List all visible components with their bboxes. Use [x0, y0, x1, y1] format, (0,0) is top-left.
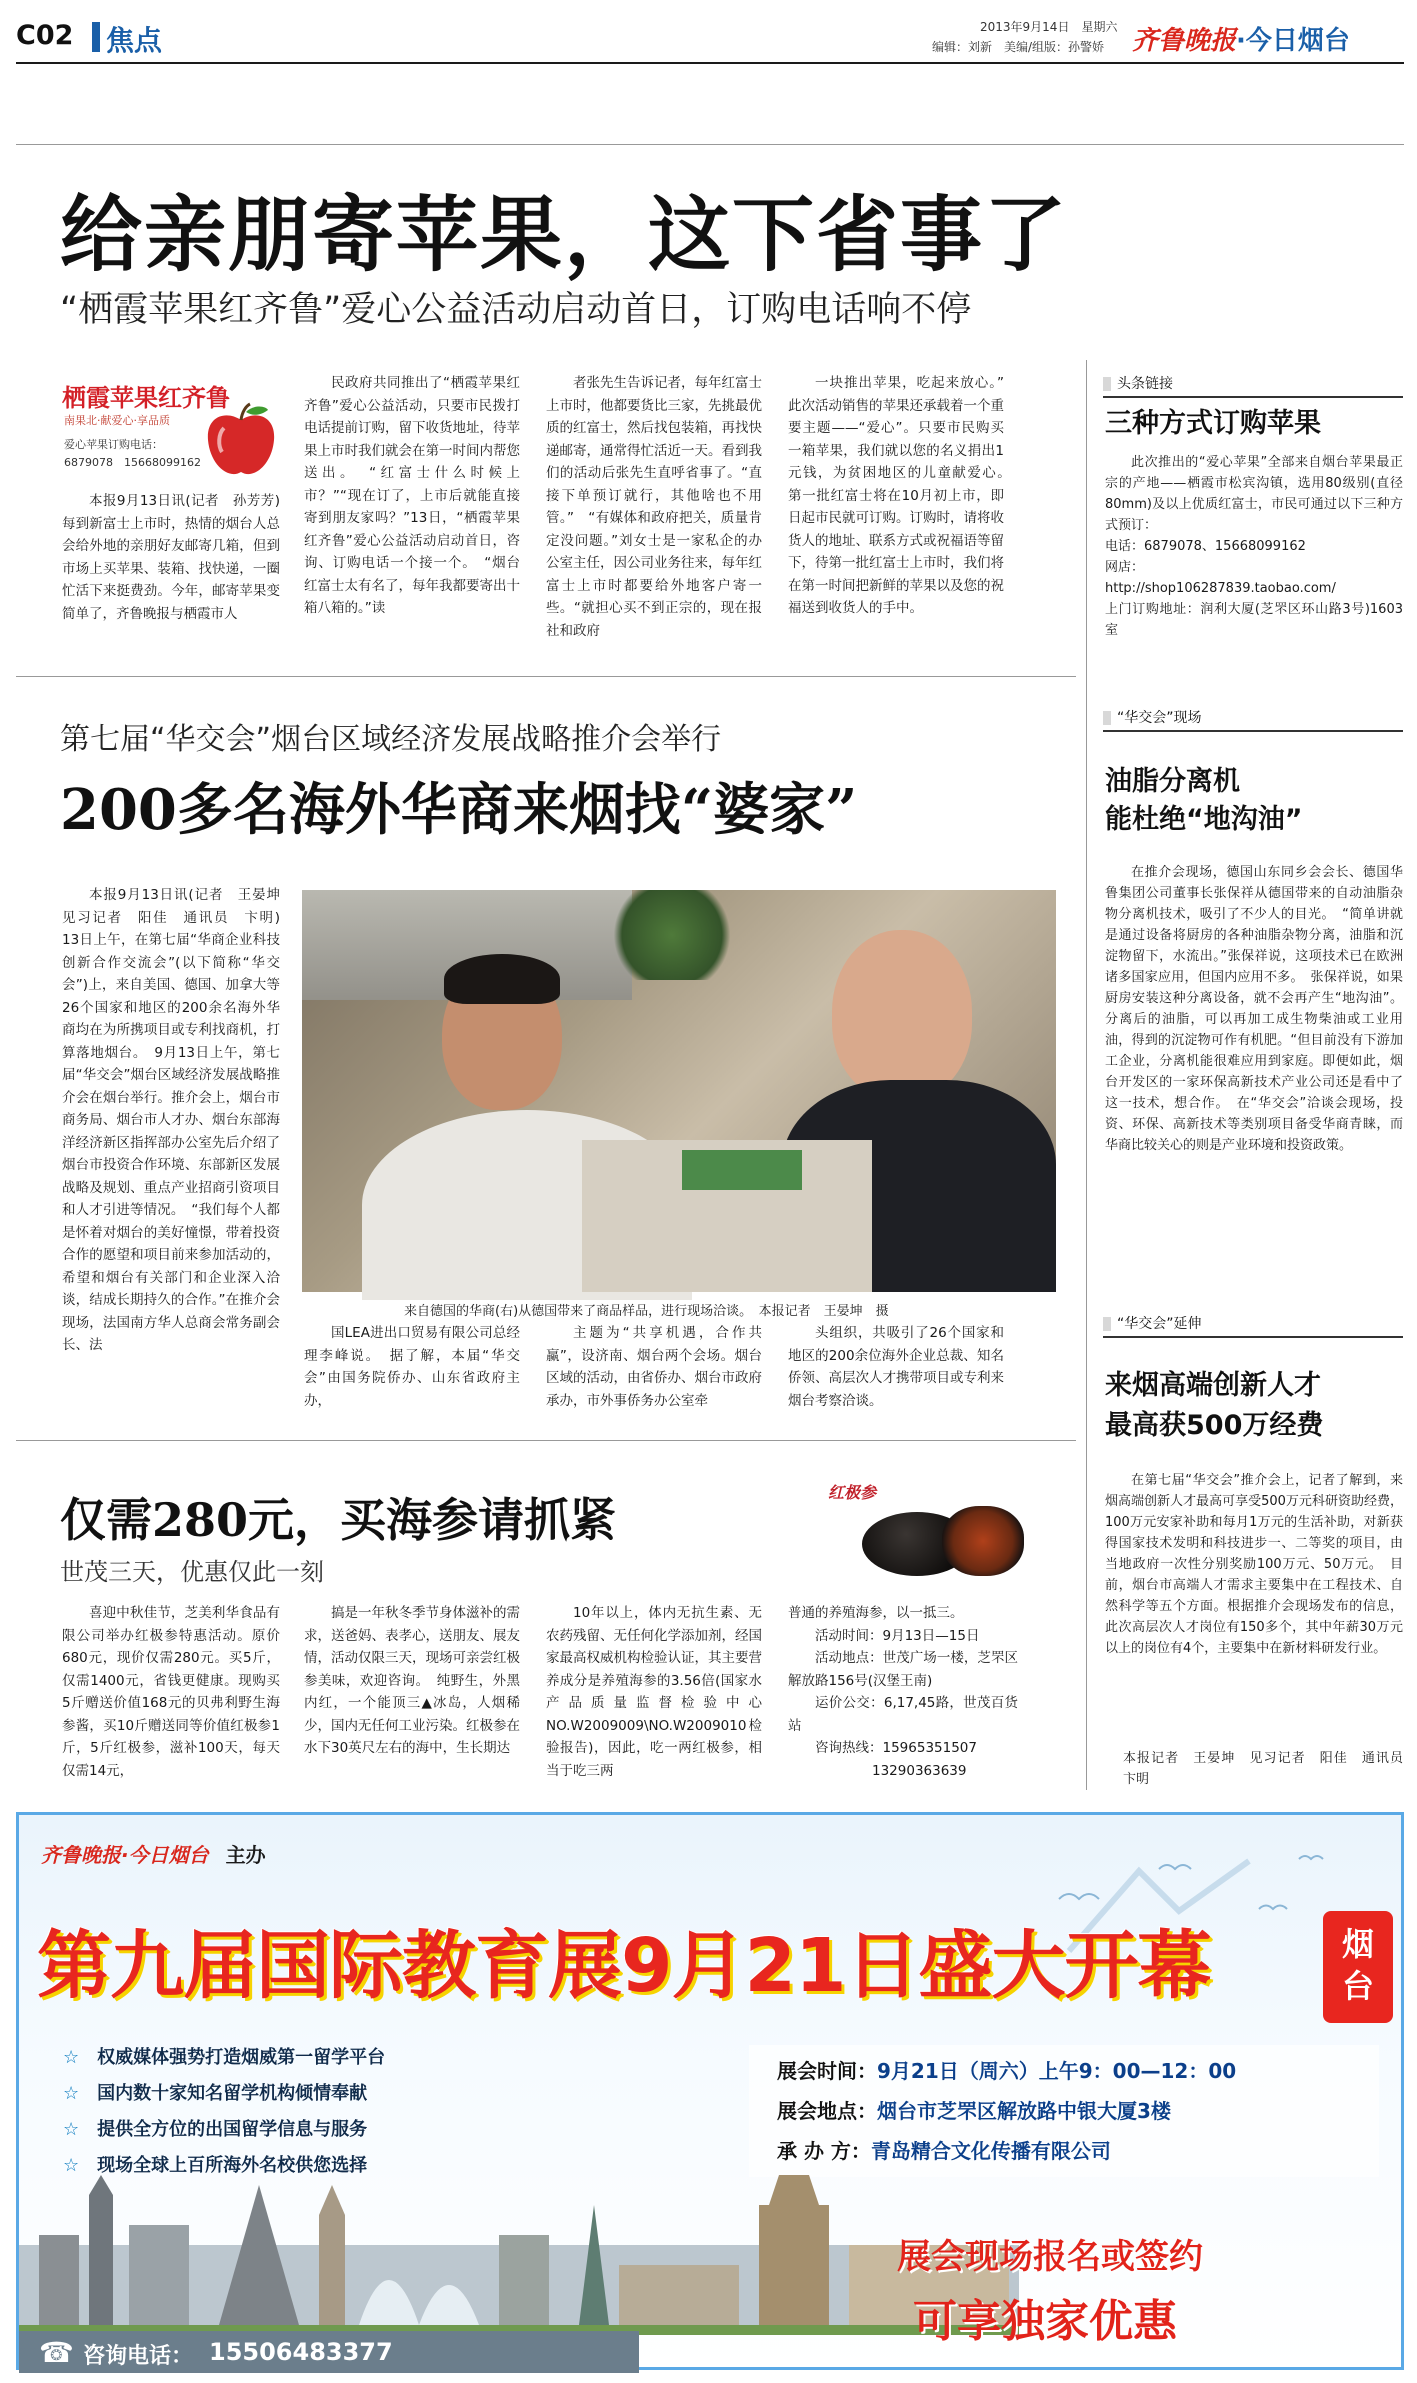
article2-title: 200多名海外华商来烟找“婆家” [60, 777, 858, 843]
star-icon: ☆ [63, 2155, 80, 2176]
star-icon: ☆ [63, 2119, 80, 2140]
sidebar1-web-link[interactable]: http://shop106287839.taobao.com/ [1105, 581, 1336, 596]
article1-col3: 者张先生告诉记者，每年红富士上市时，他都要货比三家，先挑最优质的红富士，然后找包装箱，再找快递邮寄，通常得忙活近一天。看到我们的活动后张先生直呼省事了。“直接下单预订就行，其他啥也不用管。” “有媒体和政府把关，质量肯定没问题。”刘女士是一家私企的办公室主任，因公司业务往来，每年红富士上市时都要给外地客户寄一些。“就担心买不到正宗的，现在报社和政府 [546, 375, 762, 639]
sidebar2-tag: “华交会”现场 [1103, 706, 1403, 732]
article3-col4: 普通的养殖海参，以一抵三。 活动时间：9月13日—15日 活动地点：世茂广场一楼，芝罘区解放路156号(汉堡王南) 运价公交：6,17,45路，世茂百货站 咨询热线：15965351507 13290363639 [788, 1602, 1018, 1784]
masthead-rule [16, 62, 1404, 64]
editors: 编辑：刘新 美编/组版：孙警娇 [932, 40, 1105, 54]
sidebar1-body: 此次推出的“爱心苹果”全部来自烟台苹果最正宗的产地——栖霞市松宾沟镇，选用80级别(直径80mm)及以上优质红富士，市民可通过以下三种方式预订： 电话：6879078、15668099162 网店： http://shop106287839.taobao.com/ 上门订购地址：润利大厦(芝罘区环山路3号)1603室 [1105, 452, 1403, 662]
event-hotline: 咨询热线：15965351507 [815, 1740, 977, 1756]
event-time: 活动时间：9月13日—15日 [815, 1627, 980, 1644]
sea-cucumber-cut [942, 1506, 1024, 1576]
date: 2013年9月14日 [980, 20, 1070, 34]
sidebar3-byline: 本报记者 王晏坤 见习记者 阳佳 通讯员 卞明 [1123, 1751, 1417, 1787]
brand-subname: ·今日烟台 [1236, 26, 1350, 56]
ad-host [41, 1839, 266, 1868]
masthead [0, 0, 1417, 62]
sidebar3-title-line1: 来烟高端创新人才 [1105, 1370, 1321, 1401]
sidebar2-body: 在推介会现场，德国山东同乡会会长、德国华鲁集团公司董事长张保祥从德国带来的自动油脂杂物分离机技术，吸引了不少人的目光。 “简单讲就是通过设备将厨房的各种油脂杂物分离，油脂和沉淀物留下，水流出。”张保祥说，这项技术已在欧洲诸多国家应用，但国内应用不多。 张保祥说，如果厨房安装这种分离设备，就不会再产生“地沟油”。分离后的油脂，可以再加工成生物柴油或工业用油，得到的沉淀物可作有机肥。“但目前没有下游加工企业，分离机能很难应用到家庭。即便如此，烟台开发区的一家环保高新技术产业公司还是看中了这一技术，想合作。 在“华交会”洽谈会现场，投资、环保、高新技术等类别项目备受华商青睐，而华商比较关心的则是产业环境和投资政策。 [1105, 865, 1403, 1153]
section-name: 焦点 [106, 24, 163, 57]
photo-caption: 来自德国的华商(右)从德国带来了商品样品，进行现场洽谈。 本报记者 王晏坤 摄 [404, 1304, 889, 1319]
article1-col4: 一块推出苹果，吃起来放心。” 此次活动销售的苹果还承载着一个重要主题——“爱心”。只要市民购买一箱苹果，我们就以您的名义捐出1元钱，为贫困地区的儿童献爱心。 第一批红富士将在10月初上市，即日起市民就可订购。订购时，请将收货人的地址、联系方式或祝福语等留下，待第一批红富士上市时，我们将在第一时间把新鲜的苹果以及您的祝福送到收货人的手中。 [788, 375, 1018, 616]
sidebar2-title-line1: 油脂分离机 [1105, 766, 1240, 797]
apple-logo-box [62, 372, 278, 484]
article2-col4: 头组织，共吸引了26个国家和地区的200余位海外企业总裁、知名侨领、高层次人才携带项目或专利来烟台考察洽谈。 [788, 1325, 1004, 1409]
divider-mid1 [16, 676, 1076, 677]
article2-col2: 国LEA进出口贸易有限公司总经理李峰说。 据了解，本届“华交会”由国务院侨办、山东省政府主办， [304, 1325, 520, 1409]
sidebar1-address: 上门订购地址：润利大厦(芝罘区环山路3号)1603室 [1105, 602, 1403, 638]
logo-phone-label: 爱心苹果订购电话： [64, 438, 163, 451]
article3-title: 仅需280元，买海参请抓紧 [60, 1493, 617, 1547]
article3-col3: 10年以上，体内无抗生素、无农药残留、无任何化学添加剂，经国家最高权威机构检验认证，其主要营养成分是养殖海参的3.56倍(国家水产品质量监督检验中心NO.W2009009\NO.W2009010检验报告)，因此，吃一两红极参，相当于吃三两 [546, 1605, 762, 1779]
ad-info-place: 展会地点：烟台市芝罘区解放路中银大厦3楼 [777, 2099, 1171, 2123]
sidebar3-tag: “华交会”延伸 [1103, 1312, 1403, 1338]
sidebar3-title-line2: 最高获500万经费 [1105, 1410, 1324, 1441]
ad-host-suffix: 主办 [225, 1843, 266, 1867]
ad-info-organizer: 承 办 方：青岛精合文化传播有限公司 [777, 2139, 1111, 2163]
weekday: 星期六 [1081, 20, 1118, 34]
article3-col2: 搞是一年秋冬季节身体滋补的需求，送爸妈、表孝心，送朋友、展友情，活动仅限三天，现场可亲尝红极参美味，欢迎咨询。 纯野生，外黑内红，一个能顶三▲冰岛，人烟稀少，国内无任何工业污染。红极参在水下30英尺左右的海中，生长期达 [304, 1605, 520, 1756]
ad-bullet-4: ☆ 现场全球上百所海外名校供您选择 [63, 2155, 368, 2176]
divider-top [16, 144, 1404, 145]
sidebar1-tag: 头条链接 [1103, 372, 1403, 398]
article1-col2: 民政府共同推出了“栖霞苹果红齐鲁”爱心公益活动，只要市民拨打电话提前订购，留下收货地址，待苹果上市时我们就会在第一时间内帮您送出。 “红富士什么时候上市？”“现在订了，上市后就能直接寄到朋友家吗？”13日，“栖霞苹果红齐鲁”爱心公益活动启动首日，咨询、订购电话一个接一个。 “烟台红富士太有名了，每年我都要寄出十箱八箱的。”读 [304, 375, 520, 616]
hair-left [444, 954, 560, 1004]
brand-logo [1132, 20, 1350, 57]
ad-headline: 第九届国际教育展9月21日盛大开幕 [37, 1923, 1211, 2009]
ad-phone-label: 咨询电话： [83, 2344, 194, 2369]
photo-sample-box [682, 1150, 802, 1190]
brand-name: 齐鲁晚报 [1132, 26, 1237, 56]
logo-phone: 6879078 15668099162 [64, 456, 201, 469]
product-badge: 红极参 [828, 1483, 877, 1502]
ad-bullet-1: ☆ 权威媒体强势打造烟威第一留学平台 [63, 2047, 386, 2068]
logo-title: 栖霞苹果红齐鲁 [62, 384, 230, 412]
star-icon: ☆ [63, 2083, 80, 2104]
ad-bullet-2: ☆ 国内数十家知名留学机构倾情奉献 [63, 2083, 368, 2104]
ad-city-badge-text: 烟台 [1341, 1925, 1374, 2005]
sidebar3-body: 在第七届“华交会”推介会上，记者了解到，来烟高端创新人才最高可享受500万元科研资助经费，100万元安家补助和每月1万元的生活补助，对新获得国家技术发明和科技进步一、二等奖的项目，由当地政府一次性分别奖励100万元、50万元。 目前，烟台市高端人才需求主要集中在工程技术、自然科学等五个方面。根据推介会现场发布的信息，此次高层次人才岗位有150多个，其中年薪30万元以上的岗位有4个，主要集中在新材料研发行业。 [1105, 1473, 1403, 1656]
article1-col1: 本报9月13日讯(记者 孙芳芳) 每到新富士上市时，热情的烟台人总会给外地的亲朋好友邮寄几箱，但到市场上买苹果、装箱、找快递，一圈忙活下来挺费劲。今年，邮寄苹果变简单了，齐鲁晚报与栖霞市人 [62, 493, 294, 622]
head-right [832, 930, 972, 1100]
sidebar1-title: 三种方式订购苹果 [1105, 408, 1321, 439]
issue-date [980, 18, 1117, 35]
sidebar-divider [1086, 360, 1087, 1790]
event-place: 活动地点：世茂广场一楼，芝罘区解放路156号(汉堡王南) [788, 1650, 1018, 1689]
sidebar1-phone: 电话：6879078、15668099162 [1105, 539, 1306, 554]
divider-mid2 [16, 1440, 1076, 1441]
article3-subtitle: 世茂三天，优惠仅此一刻 [60, 1558, 324, 1586]
page-number-bar [92, 22, 100, 52]
sidebar2-title-line2: 能杜绝“地沟油” [1105, 804, 1303, 835]
ad-city-badge [1323, 1911, 1393, 2023]
sidebar1-web-label: 网店： [1105, 560, 1145, 575]
article1-subtitle: “栖霞苹果红齐鲁”爱心公益活动启动首日，订购电话响不停 [60, 290, 972, 330]
ad-bullet-3: ☆ 提供全方位的出国留学信息与服务 [63, 2119, 368, 2140]
ad-slogan-2: 可享独家优惠 [913, 2296, 1177, 2347]
event-hotline2: 13290363639 [872, 1762, 967, 1779]
star-icon: ☆ [63, 2047, 80, 2068]
article1-title: 给亲朋寄苹果，这下省事了 [60, 187, 1069, 283]
apple-icon [204, 402, 278, 480]
event-transit: 运价公交：6,17,45路，世茂百货站 [788, 1695, 1018, 1734]
sea-cucumber-image [822, 1466, 1032, 1584]
ad-phone-bar [19, 2331, 639, 2373]
world-landmarks-skyline [19, 2175, 1019, 2335]
ad-info-time: 展会时间：9月21日（周六）上午9：00—12：00 [777, 2059, 1237, 2083]
article3-col1: 喜迎中秋佳节，芝美利华食品有限公司举办红极参特惠活动。原价680元，现价仅需280元。买5斤，仅需1400元，省钱更健康。现购买5斤赠送价值168元的贝弗利野生海参酱，买10斤赠送同等价值红极参1斤，5斤红极参，滋补100天，每天仅需14元， [62, 1605, 280, 1779]
news-photo [302, 890, 1056, 1292]
ad-phone-number: 15506483377 [209, 2338, 393, 2366]
logo-tagline: 南果北·献爱心·享品质 [64, 414, 170, 427]
article2-kicker: 第七届“华交会”烟台区域经济发展战略推介会举行 [60, 722, 722, 757]
page-number: C02 [16, 20, 74, 51]
education-expo-ad [16, 1812, 1404, 2370]
phone-icon: ☎ [39, 2336, 74, 2369]
article2-col3: 主题为“共享机遇，合作共赢”，设济南、烟台两个会场。烟台区域的活动，由省侨办、烟台市政府承办，市外事侨务办公室牵 [546, 1325, 762, 1409]
ad-slogan-1: 展会现场报名或签约 [897, 2237, 1203, 2277]
article2-col1: 本报9月13日讯(记者 王晏坤 见习记者 阳佳 通讯员 卞明) 13日上午，在第七届“华商企业科技创新合作交流会”(以下简称“华交会”)上，来自美国、德国、加拿大等26个国家和地区的200余名海外华商均在为所携项目或专利找商机，打算落地烟台。 9月13日上午，第七届“华交会”烟台区域经济发展战略推介会在烟台举行。推介会上，烟台市商务局、烟台市人才办、烟台东部海洋经济新区指挥部办公室先后介绍了烟台市投资合作环境、东部新区发展战略及规划、重点产业招商引资项目和人才引进等情况。 “我们每个人都是怀着对烟台的美好憧憬，带着投资合作的愿望和项目前来参加活动的，希望和烟台有关部门和企业深入洽谈，结成长期持久的合作。”在推介会现场，法国南方华人总商会常务副会长、法 [62, 887, 294, 1353]
ad-host-brand: 齐鲁晚报·今日烟台 [41, 1843, 209, 1867]
